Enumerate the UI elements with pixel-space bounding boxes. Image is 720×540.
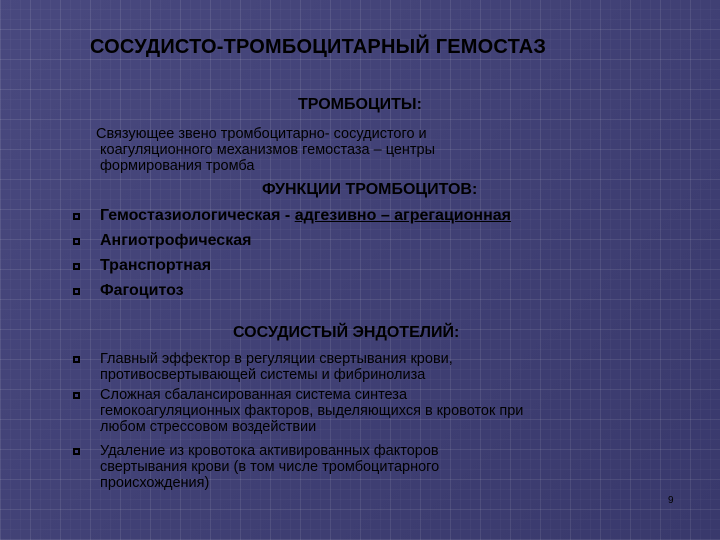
square-bullet-icon [73, 213, 80, 220]
function-label: Гемостазиологическая - [100, 207, 295, 224]
list-item-line: происхождения) [100, 475, 210, 491]
square-bullet-icon [73, 238, 80, 245]
square-bullet-icon [73, 288, 80, 295]
square-bullet-icon [73, 263, 80, 270]
description-line: коагуляционного механизмов гемостаза – центры [100, 142, 436, 158]
list-item: Фагоцитоз [100, 282, 184, 299]
functions-heading: ФУНКЦИИ ТРОМБОЦИТОВ: [262, 181, 478, 198]
list-item-line: Удаление из кровотока активированных факторов [100, 443, 439, 459]
function-detail: адгезивно – агрегационная [294, 207, 511, 224]
list-item-line: любом стрессовом воздействии [100, 419, 317, 435]
square-bullet-icon [73, 356, 80, 363]
description-line: Связующее звено тромбоцитарно- сосудистого и [96, 126, 427, 142]
slide-title: СОСУДИСТО-ТРОМБОЦИТАРНЫЙ ГЕМОСТАЗ [90, 36, 547, 58]
list-item [100, 204, 511, 228]
list-item-line: свертывания крови (в том числе тромбоцитарного [100, 459, 440, 475]
platelets-heading: ТРОМБОЦИТЫ: [298, 96, 422, 113]
page-number: 9 [668, 495, 674, 506]
list-item-line: Сложная сбалансированная система синтеза [100, 387, 408, 403]
list-item: Ангиотрофическая [100, 232, 252, 249]
list-item-line: гемокоагуляционных факторов, выделяющихся в кровоток при [100, 403, 524, 419]
list-item: Транспортная [100, 257, 212, 274]
description-line: формирования тромба [100, 158, 255, 174]
square-bullet-icon [73, 448, 80, 455]
endothelium-heading: СОСУДИСТЫЙ ЭНДОТЕЛИЙ: [233, 324, 460, 341]
list-item-line: Главный эффектор в регуляции свертывания крови, [100, 351, 453, 367]
list-item-line: противосвертывающей системы и фибринолиза [100, 367, 426, 383]
square-bullet-icon [73, 392, 80, 399]
